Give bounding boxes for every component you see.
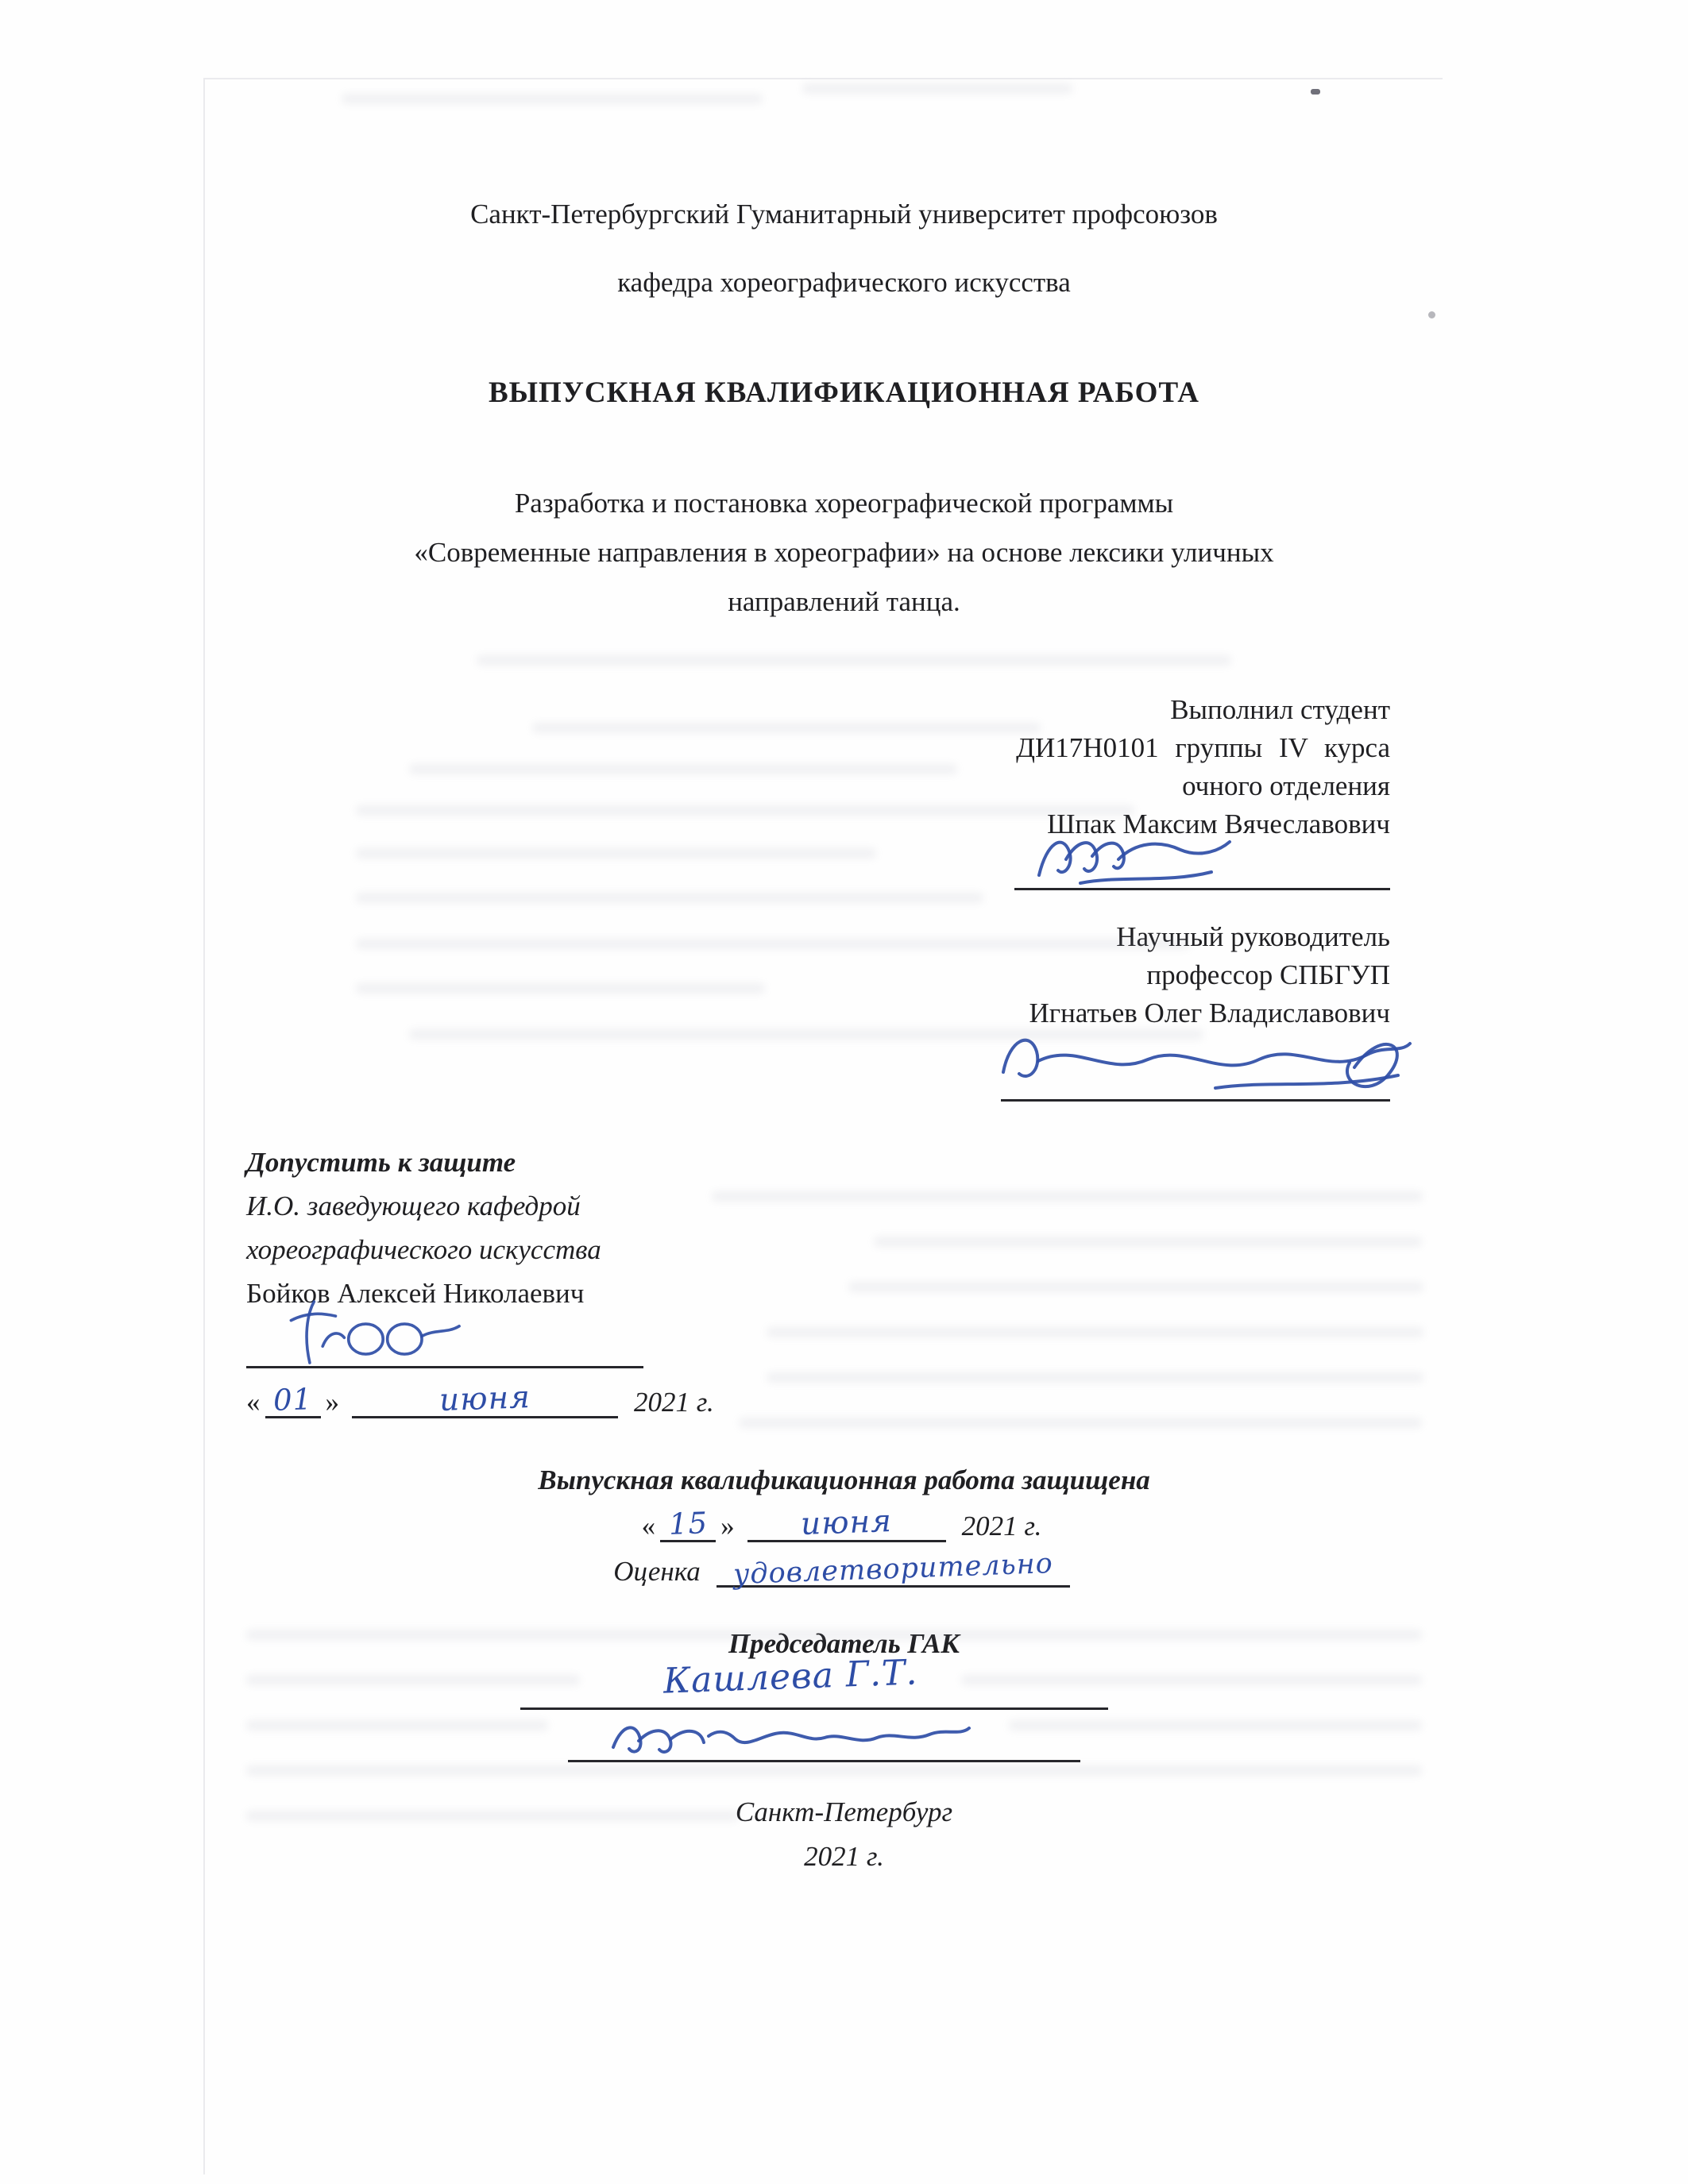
- admission-day-line: [265, 1382, 321, 1418]
- scan-speck: [1311, 89, 1320, 95]
- bleedthrough-artifact: [532, 723, 1041, 733]
- head-signature-line: [246, 1366, 643, 1368]
- grade-label: Оценка: [613, 1556, 701, 1587]
- admission-day-handwritten: 01: [272, 1382, 313, 1418]
- quote-open: «: [641, 1511, 656, 1542]
- quote-close: »: [720, 1511, 735, 1542]
- student-group: ДИ17Н0101 группы IV курса: [1016, 732, 1390, 763]
- bleedthrough-artifact: [767, 1327, 1423, 1337]
- thesis-title-line-3: направлений танца.: [728, 586, 960, 617]
- quote-open: «: [246, 1387, 261, 1418]
- defense-month-handwritten: июня: [800, 1503, 893, 1542]
- admission-position-1: И.О. заведующего кафедрой: [246, 1190, 581, 1221]
- chair-name-handwritten: Кашлева Г.Т.: [662, 1652, 919, 1702]
- defense-day-line: [660, 1506, 716, 1542]
- bleedthrough-artifact: [342, 94, 763, 104]
- admission-approval: Допустить к защите: [246, 1147, 516, 1178]
- header-university: Санкт-Петербургский Гуманитарный университет профсоюзов: [470, 199, 1218, 230]
- admission-month-handwritten: июня: [438, 1379, 531, 1418]
- scan-page-top-edge: [203, 78, 1443, 79]
- grade-row: [0, 1547, 1688, 1592]
- thesis-title-line-1: Разработка и постановка хореографической программы: [514, 488, 1174, 519]
- bleedthrough-artifact: [477, 655, 1231, 666]
- admission-head-name: Бойков Алексей Николаевич: [246, 1278, 585, 1309]
- student-mode: очного отделения: [1182, 770, 1390, 801]
- bleedthrough-artifact: [961, 1675, 1422, 1685]
- footer-year: 2021 г.: [804, 1841, 884, 1872]
- chair-name-line: [520, 1707, 1108, 1710]
- bleedthrough-artifact: [246, 1720, 548, 1731]
- bleedthrough-artifact: [848, 1282, 1423, 1292]
- grade-line: [717, 1547, 1070, 1592]
- bleedthrough-artifact: [409, 764, 957, 774]
- student-signature-line: [1014, 888, 1390, 890]
- grade-value-handwritten: удовлетворительно: [732, 1547, 1054, 1592]
- chair-signature-line: [568, 1760, 1080, 1762]
- admission-date-row: [246, 1379, 719, 1418]
- bleedthrough-artifact: [356, 893, 983, 903]
- scan-speck: [1428, 311, 1435, 318]
- bleedthrough-artifact: [246, 1765, 1422, 1776]
- bleedthrough-artifact: [767, 1372, 1423, 1383]
- bleedthrough-artifact: [874, 1237, 1422, 1247]
- advisor-role: Научный руководитель: [1116, 921, 1390, 952]
- defense-day-handwritten: 15: [667, 1506, 709, 1542]
- bleedthrough-artifact: [739, 1418, 1422, 1428]
- advisor-signature-line: [1001, 1099, 1390, 1102]
- bleedthrough-artifact: [246, 1675, 580, 1685]
- bleedthrough-artifact: [1009, 1720, 1422, 1731]
- quote-close: »: [325, 1387, 339, 1418]
- defense-heading: Выпускная квалификационная работа защищена: [538, 1464, 1150, 1495]
- bleedthrough-artifact: [356, 983, 765, 994]
- advisor-rank: профессор СПБГУП: [1146, 959, 1390, 990]
- committee-heading: Председатель ГАК: [728, 1628, 960, 1659]
- bleedthrough-artifact: [712, 1191, 1423, 1202]
- admission-month-line: [352, 1379, 618, 1418]
- admission-year: 2021 г.: [634, 1387, 714, 1418]
- defense-month-line: [747, 1503, 946, 1542]
- student-role: Выполнил студент: [1170, 694, 1390, 725]
- defense-date-row: [0, 1503, 1688, 1542]
- bleedthrough-artifact: [356, 939, 1190, 949]
- bleedthrough-artifact: [356, 805, 1134, 816]
- head-signature: [262, 1295, 477, 1370]
- advisor-name: Игнатьев Олег Владиславович: [1029, 997, 1390, 1028]
- work-type-heading: ВЫПУСКНАЯ КВАЛИФИКАЦИОННАЯ РАБОТА: [488, 376, 1200, 409]
- header-department: кафедра хореографического искусства: [617, 267, 1071, 298]
- admission-position-2: хореографического искусства: [246, 1234, 601, 1265]
- student-name: Шпак Максим Вячеславович: [1047, 808, 1390, 839]
- bleedthrough-artifact: [802, 83, 1072, 94]
- advisor-signature: [981, 1015, 1414, 1106]
- footer-city: Санкт-Петербург: [735, 1796, 953, 1827]
- chair-signature: [604, 1712, 977, 1761]
- student-signature: [1025, 818, 1239, 893]
- bleedthrough-artifact: [356, 848, 876, 859]
- thesis-title-line-2: «Современные направления в хореографии» на основе лексики уличных: [414, 537, 1274, 568]
- defense-year: 2021 г.: [961, 1511, 1042, 1542]
